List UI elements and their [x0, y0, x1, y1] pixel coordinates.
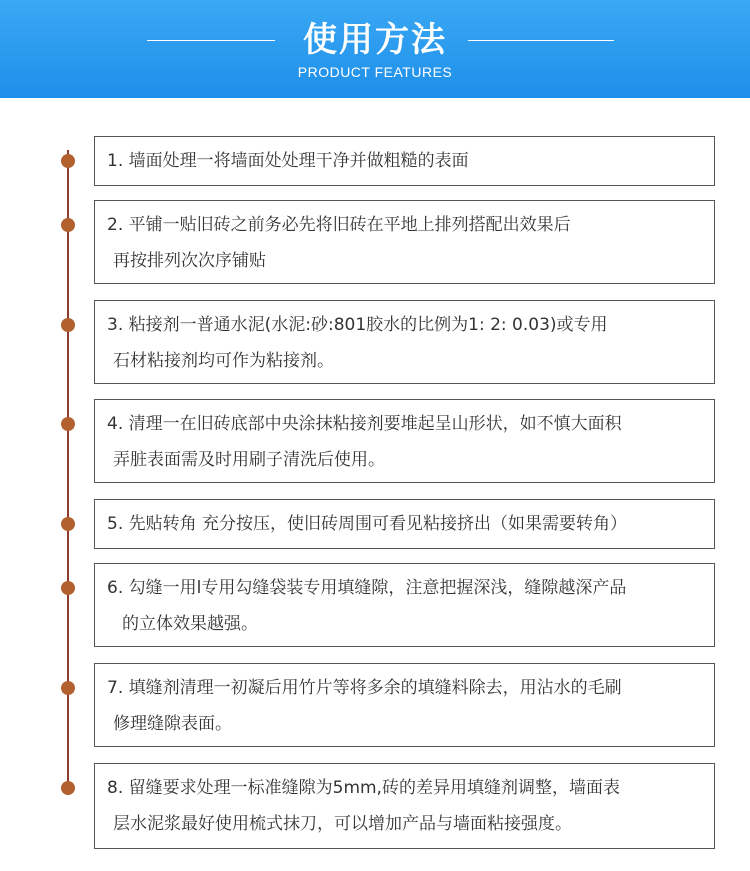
step-text — [107, 207, 706, 279]
page-title: 使用方法 — [303, 20, 447, 60]
step-line: 修理缝隙表面。 — [113, 714, 232, 734]
step-box — [94, 563, 715, 647]
step-line: 1. 墙面处理一将墙面处处理干净并做粗糙的表面 — [107, 151, 469, 171]
timeline-line — [67, 150, 69, 795]
timeline-dot — [61, 781, 75, 795]
timeline-dot — [61, 318, 75, 332]
step-line: 6. 勾缝一用l专用勾缝袋装专用填缝隙，注意把握深浅，缝隙越深产品 — [107, 578, 627, 598]
step-text — [107, 570, 706, 642]
step-line: 2. 平铺一贴旧砖之前务必先将旧砖在平地上排列搭配出效果后 — [107, 215, 571, 235]
timeline-dot — [61, 681, 75, 695]
step-text — [107, 143, 706, 179]
step-text — [107, 307, 706, 379]
step-box — [94, 300, 715, 384]
step-box — [94, 763, 715, 849]
step-text — [107, 770, 706, 842]
step-box — [94, 499, 715, 549]
step-line: 的立体效果越强。 — [122, 614, 258, 634]
timeline-dot — [61, 517, 75, 531]
step-line: 再按排列次次序铺贴 — [113, 251, 266, 271]
step-text — [107, 670, 706, 742]
step-line: 5. 先贴转角 充分按压，使旧砖周围可看见粘接挤出（如果需要转角） — [107, 514, 628, 534]
step-box — [94, 663, 715, 747]
step-box — [94, 136, 715, 186]
step-line: 7. 填缝剂清理一初凝后用竹片等将多余的填缝料除去，用沾水的毛刷 — [107, 678, 622, 698]
timeline-dot — [61, 154, 75, 168]
step-line: 层水泥浆最好使用梳式抹刀，可以增加产品与墙面粘接强度。 — [113, 814, 572, 834]
timeline-dot — [61, 218, 75, 232]
step-line: 4. 清理一在旧砖底部中央涂抹粘接剂要堆起呈山形状，如不慎大面积 — [107, 414, 622, 434]
timeline-dot — [61, 581, 75, 595]
step-box — [94, 200, 715, 284]
step-line: 弄脏表面需及时用刷子清洗后使用。 — [113, 450, 385, 470]
timeline-dot — [61, 417, 75, 431]
step-box — [94, 399, 715, 483]
step-line: 3. 粘接剂一普通水泥(水泥:砂:801胶水的比例为1: 2: 0.03)或专用 — [107, 315, 608, 335]
step-line: 石材粘接剂均可作为粘接剂。 — [113, 351, 334, 371]
header-banner — [0, 0, 750, 98]
step-text — [107, 506, 706, 542]
step-text — [107, 406, 706, 478]
header-divider-right — [468, 40, 614, 41]
step-line: 8. 留缝要求处理一标准缝隙为5mm,砖的差异用填缝剂调整，墙面表 — [107, 778, 620, 798]
page-subtitle: PRODUCT FEATURES — [297, 64, 453, 80]
